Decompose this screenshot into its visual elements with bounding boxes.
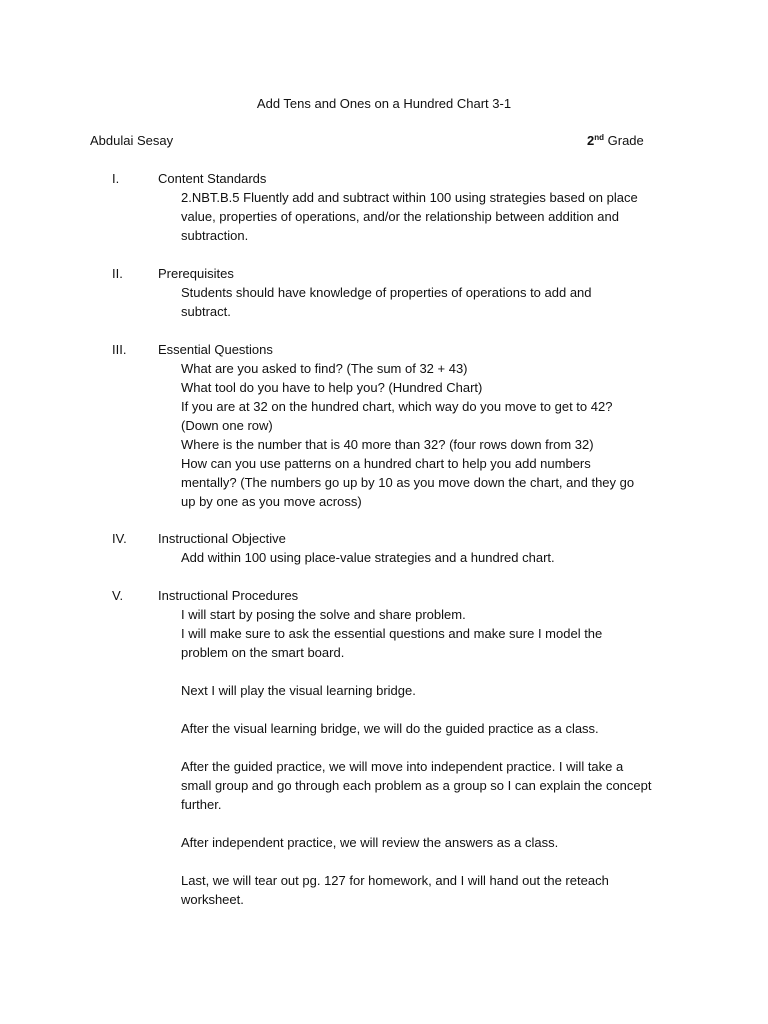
section-3-line: If you are at 32 on the hundred chart, which way do you move to get to 42? <box>181 399 613 414</box>
section-5-line: I will start by posing the solve and share problem. <box>181 607 466 622</box>
grade-suffix: nd <box>594 133 605 142</box>
grade-number: 2 <box>587 133 595 148</box>
section-3-heading: Essential Questions <box>158 342 273 357</box>
section-5-line: worksheet. <box>181 892 244 907</box>
section-5-line <box>181 700 651 719</box>
section-3-line: Where is the number that is 40 more than 32? (four rows down from 32) <box>181 437 594 452</box>
section-5-line <box>181 738 651 757</box>
section-2-line: subtract. <box>181 304 231 319</box>
section-5-line: problem on the smart board. <box>181 645 345 660</box>
document-title: Add Tens and Ones on a Hundred Chart 3-1 <box>256 96 512 111</box>
section-1-line: 2.NBT.B.5 Fluently add and subtract within 100 using strategies based on place <box>181 190 638 205</box>
section-3-line: mentally? (The numbers go up by 10 as you move down the chart, and they go <box>181 475 635 490</box>
section-3-numeral: III. <box>112 342 127 357</box>
section-4-numeral: IV. <box>112 531 127 546</box>
section-1-body <box>181 188 638 245</box>
section-4-body <box>181 548 555 567</box>
section-3-line: (Down one row) <box>181 418 273 433</box>
section-5-line <box>181 852 651 871</box>
author-name: Abdulai Sesay <box>90 133 174 148</box>
section-1-heading: Content Standards <box>158 171 267 186</box>
section-5-heading: Instructional Procedures <box>158 588 299 603</box>
section-4-heading: Instructional Objective <box>158 531 286 546</box>
section-3-line: What are you asked to find? (The sum of 32 + 43) <box>181 361 468 376</box>
section-2-line: Students should have knowledge of properties of operations to add and <box>181 285 592 300</box>
section-1-numeral: I. <box>112 171 120 186</box>
grade-level <box>587 131 644 150</box>
section-2-numeral: II. <box>112 266 123 281</box>
section-2-body <box>181 283 592 321</box>
section-5-body <box>181 605 651 909</box>
section-3-line: up by one as you move across) <box>181 494 362 509</box>
section-3-line: What tool do you have to help you? (Hundred Chart) <box>181 380 483 395</box>
section-5-line <box>181 662 651 681</box>
grade-label: Grade <box>607 133 644 148</box>
section-5-line: further. <box>181 797 222 812</box>
section-5-line: After the guided practice, we will move into independent practice. I will take a <box>181 759 624 774</box>
section-5-line: After independent practice, we will review the answers as a class. <box>181 835 559 850</box>
section-1-line: value, properties of operations, and/or the relationship between addition and <box>181 209 619 224</box>
section-5-numeral: V. <box>112 588 124 603</box>
section-2-heading: Prerequisites <box>158 266 234 281</box>
section-5-line: Next I will play the visual learning bridge. <box>181 683 416 698</box>
section-3-line: How can you use patterns on a hundred chart to help you add numbers <box>181 456 591 471</box>
section-4-line: Add within 100 using place-value strategies and a hundred chart. <box>181 550 555 565</box>
section-5-line: small group and go through each problem as a group so I can explain the concept <box>181 778 652 793</box>
section-1-line: subtraction. <box>181 228 249 243</box>
section-5-line: After the visual learning bridge, we will do the guided practice as a class. <box>181 721 599 736</box>
section-3-body <box>181 359 634 511</box>
section-5-line: I will make sure to ask the essential questions and make sure I model the <box>181 626 603 641</box>
section-5-line <box>181 814 651 833</box>
section-5-line: Last, we will tear out pg. 127 for homework, and I will hand out the reteach <box>181 873 609 888</box>
